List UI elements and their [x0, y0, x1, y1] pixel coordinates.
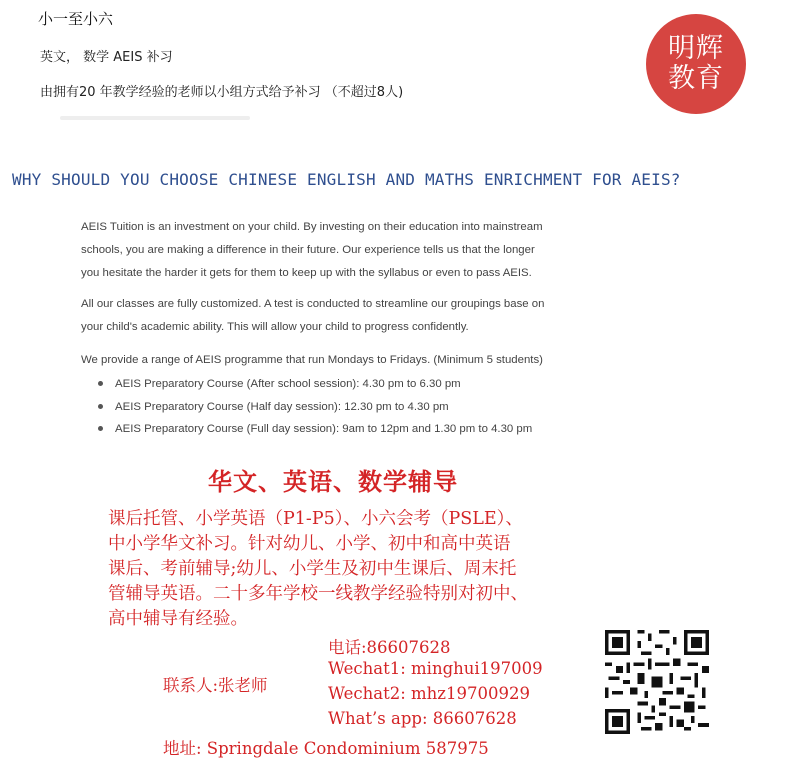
faint-divider [60, 116, 250, 120]
course-text: AEIS Preparatory Course (Half day session): 12.30 pm to 4.30 pm [115, 400, 449, 413]
qr-code-icon [605, 630, 709, 734]
chinese-heading: 华文、英语、数学辅导 [208, 467, 458, 496]
paragraph-1-line: AEIS Tuition is an investment on your child. By investing on their education into mainstream [81, 221, 543, 233]
list-item [98, 396, 532, 419]
chinese-body-line: 管辅导英语。二十多年学校一线教学经验特别对初中、 [108, 584, 528, 604]
bullet-icon [98, 426, 103, 431]
list-item [98, 373, 532, 396]
contact-address: 地址: Springdale Condominium 587975 [163, 739, 489, 758]
logo-text-1: 明辉 [668, 33, 724, 64]
chinese-body-line: 高中辅导有经验。 [108, 609, 248, 629]
contact-person: 联系人:张老师 [163, 676, 268, 695]
paragraph-3-line: We provide a range of AEIS programme that run Mondays to Fridays. (Minimum 5 students) [81, 354, 543, 366]
contact-whatsapp: What’s app: 86607628 [328, 709, 517, 728]
chinese-body-line: 中小学华文补习。针对幼儿、小学、初中和高中英语 [108, 534, 511, 554]
subject-line: 英文， 数学 AEIS 补习 [40, 50, 173, 65]
contact-phone: 电话:86607628 [328, 638, 451, 657]
logo-text-2: 教育 [668, 63, 724, 94]
paragraph-2-line: your child's academic ability. This will allow your child to progress confidently. [81, 321, 469, 333]
chinese-body-line: 课后托管、小学英语（P1-P5）、小六会考（PSLE）、 [108, 509, 523, 529]
chinese-body-line: 课后、考前辅导;幼儿、小学生及初中生课后、周末托 [108, 559, 517, 579]
chinese-body [108, 507, 528, 632]
teacher-line: 由拥有20 年教学经验的老师以小组方式给予补习 （不超过8人) [40, 85, 404, 100]
bullet-icon [98, 381, 103, 386]
course-text: AEIS Preparatory Course (Full day session): 9am to 12pm and 1.30 pm to 4.30 pm [115, 423, 533, 435]
section-title: 小一至小六 [38, 10, 114, 28]
paragraph-1-line: you hesitate the harder it gets for them to keep up with the syllabus or even to pass AEIS. [81, 267, 532, 279]
bullet-icon [98, 404, 103, 409]
course-list [98, 373, 532, 441]
paragraph-2 [81, 293, 544, 339]
list-item [98, 418, 532, 441]
logo [646, 14, 746, 114]
course-text: AEIS Preparatory Course (After school session): 4.30 pm to 6.30 pm [115, 378, 461, 390]
main-heading: WHY SHOULD YOU CHOOSE CHINESE ENGLISH AND MATHS ENRICHMENT FOR AEIS? [12, 170, 681, 189]
contact-wechat-1: Wechat1: minghui197009 [328, 659, 543, 678]
contact-wechat-2: Wechat2: mhz19700929 [328, 684, 530, 703]
paragraph-3 [81, 349, 543, 372]
paragraph-1 [81, 216, 543, 285]
paragraph-2-line: All our classes are fully customized. A test is conducted to streamline our groupings base on [81, 298, 545, 310]
paragraph-1-line: schools, you are making a difference in their future. Our experience tells us that the longer [81, 244, 535, 256]
